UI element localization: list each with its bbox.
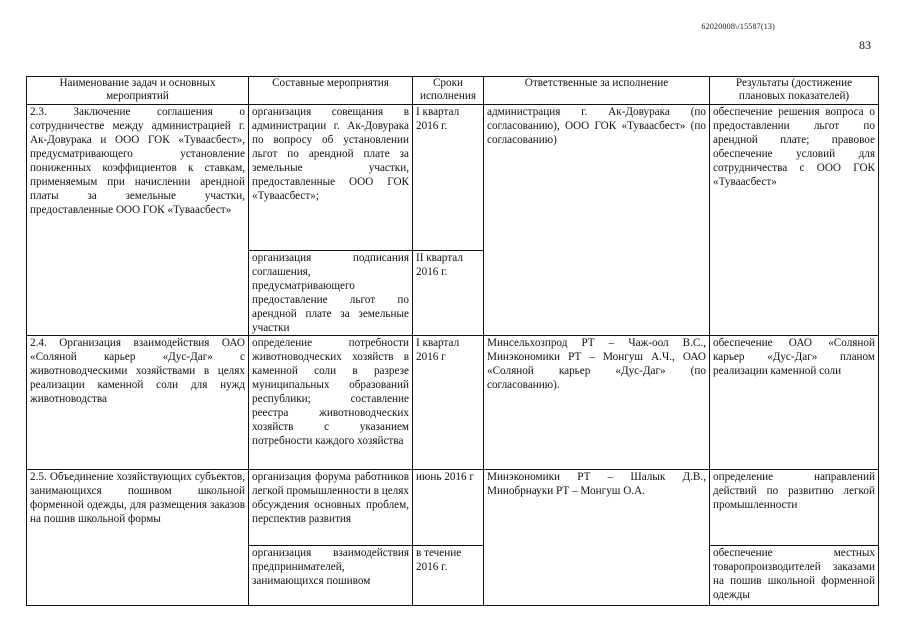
results-cell: обеспечение ОАО «Соляной карьер «Дус-Даг» планом реализации каменной соли <box>710 336 879 470</box>
header-task: Наименование задач и основных мероприятий <box>27 77 249 105</box>
results-cell: определение направлений действий по развитию легкой промышленности <box>710 470 879 546</box>
table-row <box>27 105 879 251</box>
header-activity: Составные мероприятия <box>249 77 413 105</box>
deadline-cell: в течение 2016 г. <box>413 546 484 606</box>
responsible-cell: Минсельхозпрод РТ – Чаж-оол В.С., Минэкономики РТ – Монгуш А.Ч., ОАО «Соляной карьер «Дус-Даг» (по согласованию). <box>484 336 710 470</box>
deadline-cell: I квартал 2016 г. <box>413 105 484 251</box>
results-cell: обеспечение решения вопроса о предоставлении льгот по арендной плате; правовое обеспечение условий для сотрудничества с ООО ГОК «Туваасбест» <box>710 105 879 336</box>
table-row <box>27 336 879 470</box>
table-row <box>27 470 879 546</box>
responsible-cell: администрация г. Ак-Довурака (по согласованию), ООО ГОК «Туваасбест» (по согласованию) <box>484 105 710 336</box>
deadline-cell: I квартал 2016 г <box>413 336 484 470</box>
task-cell: 2.3. Заключение соглашения о сотрудничестве между администрацией г. Ак-Довурака и ООО ГОК «Туваасбест», предусматривающего установление пониженных коэффициентов к ставкам, применяемым при начислении арендной платы за земельные участки, предоставленные ООО ГОК «Туваасбест» <box>27 105 249 336</box>
document-code: 62020008\/15587(13) <box>701 22 775 31</box>
task-cell: 2.5. Объединение хозяйствующих субъектов, занимающихся пошивом школьной форменной одежды, для размещения заказов на пошив школьной формы <box>27 470 249 606</box>
results-cell: обеспечение местных товаропроизводителей заказами на пошив школьной форменной одежды <box>710 546 879 606</box>
activity-cell: определение потребности животноводческих хозяйств в каменной соли в разрезе муниципальных образований республики; составление реестра животноводческих хозяйств с указанием потребности каждого хозяйства <box>249 336 413 470</box>
header-responsible: Ответственные за исполнение <box>484 77 710 105</box>
deadline-cell: июнь 2016 г <box>413 470 484 546</box>
responsible-cell: Минэкономики РТ – Шалык Д.В., Минобрнауки РТ – Монгуш О.А. <box>484 470 710 606</box>
header-deadline: Сроки исполнения <box>413 77 484 105</box>
header-results: Результаты (достижение плановых показателей) <box>710 77 879 105</box>
activity-cell: организация подписания соглашения, предусматривающего предоставление льгот по арендной плате за земельные участки <box>249 251 413 336</box>
table-header-row <box>27 77 879 105</box>
activity-cell: организация форума работников легкой промышленности в целях обсуждения основных проблем, перспектив развития <box>249 470 413 546</box>
page-number: 83 <box>859 38 871 52</box>
action-plan-table <box>26 76 879 606</box>
activity-cell: организация взаимодействия предпринимателей, занимающихся пошивом <box>249 546 413 606</box>
deadline-cell: II квартал 2016 г. <box>413 251 484 336</box>
activity-cell: организация совещания в администрации г. Ак-Довурака по вопросу об установлении льгот по арендной плате за земельные участки, предоставленные ООО ГОК «Туваасбест»; <box>249 105 413 251</box>
task-cell: 2.4. Организация взаимодействия ОАО «Соляной карьер «Дус-Даг» с животноводческими хозяйствами в целях реализации каменной соли для нужд животноводства <box>27 336 249 470</box>
